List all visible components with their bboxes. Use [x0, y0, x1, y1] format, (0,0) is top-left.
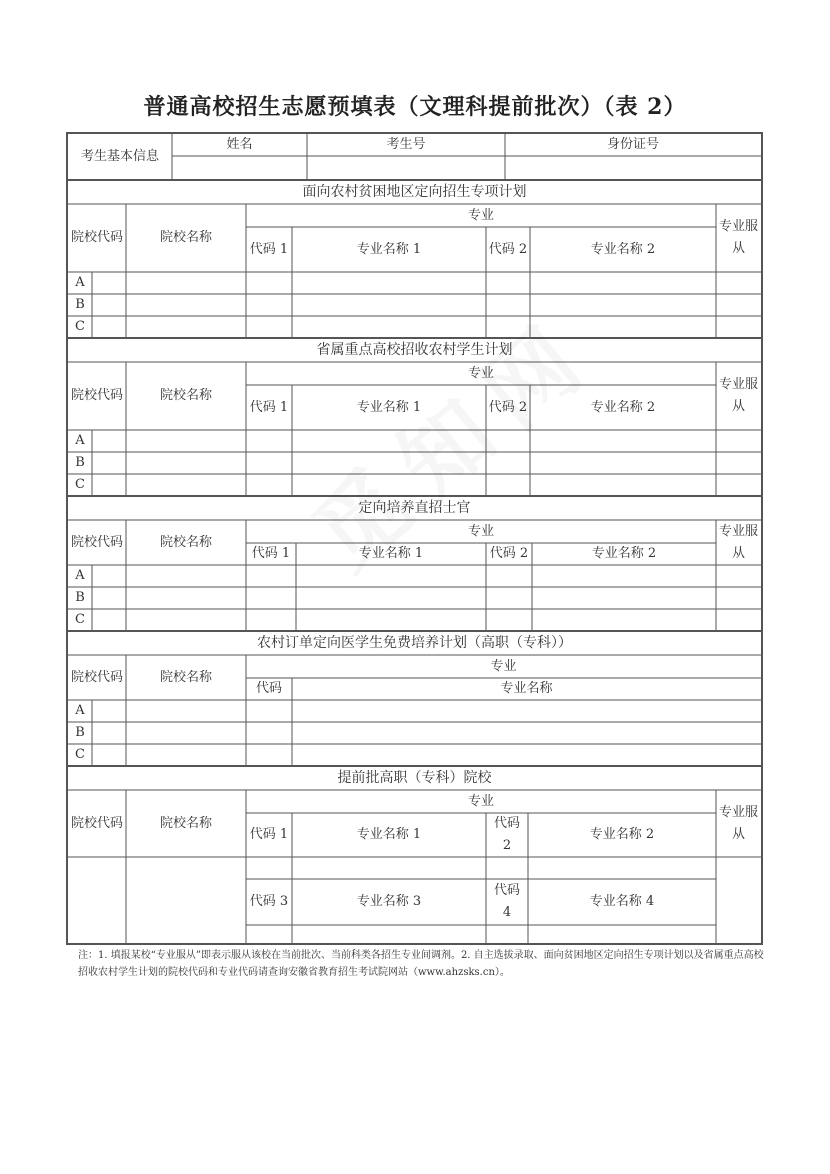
section-rural-poverty-school-code-header: 院校代码: [70, 230, 123, 245]
section-nco-row-a-label: A: [75, 568, 85, 583]
exam-no-label: 考生号: [386, 137, 426, 152]
section-provincial-rural-major-name2-header: 专业名称 2: [590, 399, 656, 415]
id-no-label: 身份证号: [606, 137, 659, 152]
section-provincial-rural-school-code-header: 院校代码: [70, 388, 123, 403]
section-rural-poverty-major-header: 专业: [467, 207, 494, 223]
section-vocational-major-name3-label: 专业名称 3: [356, 894, 422, 909]
section-rural-medical-row-c-label: C: [75, 747, 85, 762]
form-title: 普通高校招生志愿预填表（文理科提前批次）（表 2）: [143, 94, 687, 120]
section-provincial-rural-major-header: 专业: [467, 365, 494, 381]
section-provincial-rural-row-b-label: B: [75, 455, 85, 470]
section-vocational-major-obey-header: 专业服从: [718, 804, 758, 842]
section-nco-major-name1-header: 专业名称 1: [358, 546, 424, 561]
section-rural-medical-school-code-header: 院校代码: [70, 669, 123, 685]
section-rural-poverty-title: 面向农村贫困地区定向招生专项计划: [302, 184, 527, 200]
basic-info-label: 考生基本信息: [80, 149, 159, 164]
section-rural-medical-row-a-label: A: [75, 703, 85, 718]
section-nco-school-code-header: 院校代码: [70, 534, 123, 550]
section-rural-medical-major-header: 专业: [490, 658, 517, 674]
section-vocational-code3-label: 代码 3: [249, 894, 289, 909]
section-provincial-rural-major-obey-header: 专业服从: [718, 377, 758, 414]
section-vocational-code4-label: 代码 4: [493, 883, 520, 920]
section-rural-medical-school-name-header: 院校名称: [159, 669, 212, 685]
section-provincial-rural-title: 省属重点高校招收农村学生计划: [316, 342, 513, 358]
section-rural-medical-code-header: 代码: [255, 681, 282, 696]
section-vocational-major-name4-label: 专业名称 4: [589, 894, 655, 909]
section-rural-poverty-major-name2-header: 专业名称 2: [590, 241, 656, 257]
section-nco-school-name-header: 院校名称: [159, 534, 212, 550]
application-form: [66, 132, 763, 945]
section-nco-code2-header: 代码 2: [489, 546, 529, 561]
section-vocational-title: 提前批高职（专科）院校: [337, 770, 492, 786]
section-vocational-code1-header: 代码 1: [249, 827, 289, 842]
section-rural-medical-title: 农村订单定向医学生免费培养计划（高职（专科））: [257, 635, 572, 651]
section-provincial-rural-row-a-label: A: [75, 433, 85, 448]
section-vocational-major-header: 专业: [467, 793, 494, 809]
section-rural-poverty-row-c-label: C: [75, 319, 85, 334]
section-vocational-code2-header: 代码 2: [493, 816, 520, 853]
name-label: 姓名: [226, 137, 253, 152]
section-provincial-rural-row-c-label: C: [75, 477, 85, 492]
section-rural-poverty-code2-header: 代码 2: [488, 241, 528, 257]
section-provincial-rural-code2-header: 代码 2: [488, 399, 528, 415]
section-nco-major-header: 专业: [467, 523, 494, 539]
section-rural-poverty-row-a-label: A: [75, 275, 85, 290]
section-rural-poverty-code1-header: 代码 1: [249, 241, 289, 257]
section-nco-title: 定向培养直招士官: [358, 500, 471, 516]
footnote: 注：1. 填报某校“专业服从”即表示服从该校在当前批次、当前科类各招生专业间调剂。2. 自主选拔录取、面向贫困地区定向招生专项计划以及省属重点高校招收农村学生计划的院校代码和专业代码请查询安徽省教育招生考试院网站（www.ahzsks.cn）。: [78, 950, 764, 978]
section-vocational-major-name2-header: 专业名称 2: [589, 827, 655, 842]
section-provincial-rural-school-name-header: 院校名称: [159, 388, 212, 403]
section-vocational-school-code-header: 院校代码: [70, 815, 123, 831]
section-rural-poverty-row-b-label: B: [75, 297, 85, 312]
section-nco-row-b-label: B: [75, 590, 85, 605]
section-nco-major-obey-header: 专业服从: [718, 523, 758, 561]
section-rural-medical-major-name-header: 专业名称: [500, 681, 553, 696]
section-rural-poverty-major-name1-header: 专业名称 1: [356, 241, 422, 257]
section-provincial-rural-major-name1-header: 专业名称 1: [356, 399, 422, 415]
section-nco-row-c-label: C: [75, 612, 85, 627]
section-nco-major-name2-header: 专业名称 2: [591, 546, 657, 561]
section-rural-poverty-school-name-header: 院校名称: [159, 230, 212, 245]
section-rural-medical-row-b-label: B: [75, 725, 85, 740]
section-nco-code1-header: 代码 1: [251, 546, 291, 561]
section-vocational-major-name1-header: 专业名称 1: [356, 827, 422, 842]
section-rural-poverty-major-obey-header: 专业服从: [718, 219, 758, 256]
section-vocational-school-name-header: 院校名称: [159, 815, 212, 831]
section-provincial-rural-code1-header: 代码 1: [249, 399, 289, 415]
